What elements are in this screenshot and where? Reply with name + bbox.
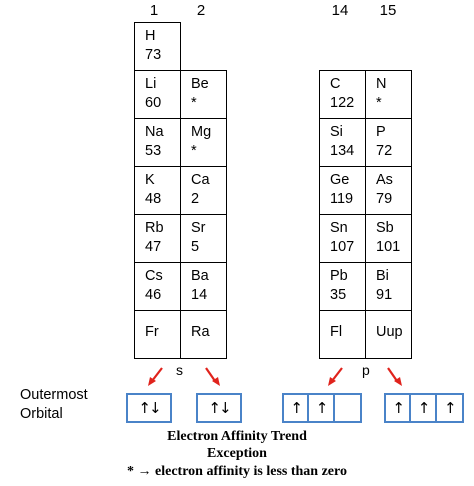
electron-affinity-value: *: [376, 95, 382, 111]
electron-affinity-value: 122: [330, 95, 355, 111]
arrow-icon: [326, 366, 346, 388]
element-cell-bi: [365, 262, 412, 311]
element-symbol: Si: [330, 124, 343, 140]
orbital-slot: ↑: [386, 395, 411, 421]
orbital-slot: ↑↓: [138, 399, 160, 417]
element-cell-sb: [365, 214, 412, 263]
element-symbol: K: [145, 172, 155, 188]
element-symbol: Ca: [191, 172, 210, 188]
group-1-header: 1: [149, 2, 159, 19]
arrow-icon: [202, 366, 222, 388]
element-cell-sn: [319, 214, 366, 263]
element-cell-na: [134, 118, 181, 167]
electron-affinity-value: 14: [191, 287, 208, 303]
orbital-label-line1: Outermost: [20, 387, 88, 403]
orbital-diagram-group-14: [282, 393, 362, 423]
element-symbol: Uup: [376, 324, 403, 340]
orbital-diagram-group-1: [126, 393, 172, 423]
electron-affinity-value: 72: [376, 143, 393, 159]
group-1-column: [134, 22, 181, 359]
element-cell-h: [134, 22, 181, 71]
caption-title-line2: Exception: [207, 446, 267, 461]
element-symbol: Ba: [191, 268, 209, 284]
electron-affinity-value: 46: [145, 287, 162, 303]
element-cell-mg: [180, 118, 227, 167]
electron-affinity-value: 60: [145, 95, 162, 111]
element-cell-ca: [180, 166, 227, 215]
element-symbol: Rb: [145, 220, 164, 236]
electron-affinity-value: 48: [145, 191, 162, 207]
element-cell-fl: [319, 310, 366, 359]
electron-affinity-value: 2: [191, 191, 200, 207]
element-symbol: C: [330, 76, 341, 92]
electron-affinity-value: 101: [376, 239, 401, 255]
group-2-header: 2: [196, 2, 206, 19]
orbital-label: [20, 386, 88, 424]
orbital-slot: ↑: [444, 399, 455, 417]
element-cell-sr: [180, 214, 227, 263]
element-cell-ra: [180, 310, 227, 359]
element-cell-rb: [134, 214, 181, 263]
element-symbol: Bi: [376, 268, 389, 284]
element-symbol: Ge: [330, 172, 350, 188]
caption-title-line1: Electron Affinity Trend: [167, 429, 307, 444]
orbital-slot: [335, 395, 360, 421]
element-cell-n: [365, 70, 412, 119]
element-cell-li: [134, 70, 181, 119]
electron-affinity-value: 107: [330, 239, 355, 255]
element-cell-cs: [134, 262, 181, 311]
element-cell-as: [365, 166, 412, 215]
element-symbol: Li: [145, 76, 157, 92]
element-symbol: Sr: [191, 220, 206, 236]
electron-affinity-value: 79: [376, 191, 393, 207]
electron-affinity-value: *: [191, 143, 197, 159]
orbital-diagram-group-2: [196, 393, 242, 423]
element-cell-p: [365, 118, 412, 167]
arrow-icon: [146, 366, 166, 388]
electron-affinity-value: 35: [330, 287, 347, 303]
group-14-header: 14: [331, 2, 349, 19]
element-symbol: Fl: [330, 324, 343, 340]
group-15-header: 15: [379, 2, 397, 19]
p-block-label: p: [362, 362, 370, 378]
element-cell-uup: [365, 310, 412, 359]
element-cell-be: [180, 70, 227, 119]
electron-affinity-value: 134: [330, 143, 355, 159]
element-symbol: Cs: [145, 268, 163, 284]
electron-affinity-value: 73: [145, 47, 162, 63]
element-cell-c: [319, 70, 366, 119]
arrow-icon: [384, 366, 404, 388]
electron-affinity-value: 47: [145, 239, 162, 255]
orbital-slot: ↑↓: [208, 399, 230, 417]
group-2-column: [180, 70, 227, 359]
group-14-column: [319, 70, 366, 359]
orbital-diagram-group-15: [384, 393, 464, 423]
electron-affinity-value: 5: [191, 239, 200, 255]
orbital-slot: ↑: [411, 395, 436, 421]
electron-affinity-value: 53: [145, 143, 162, 159]
electron-affinity-value: *: [191, 95, 197, 111]
element-cell-si: [319, 118, 366, 167]
caption-footnote: * → electron affinity is less than zero: [127, 464, 347, 479]
element-symbol: Na: [145, 124, 164, 140]
element-symbol: Mg: [191, 124, 212, 140]
element-cell-k: [134, 166, 181, 215]
element-symbol: P: [376, 124, 386, 140]
element-symbol: Sn: [330, 220, 348, 236]
element-symbol: Fr: [145, 324, 159, 340]
element-symbol: N: [376, 76, 387, 92]
orbital-slot: ↑: [309, 395, 334, 421]
orbital-label-line2: Orbital: [20, 406, 63, 422]
element-symbol: H: [145, 28, 156, 44]
element-cell-ba: [180, 262, 227, 311]
electron-affinity-value: 91: [376, 287, 393, 303]
electron-affinity-value: 119: [330, 191, 354, 207]
element-symbol: As: [376, 172, 393, 188]
element-symbol: Pb: [330, 268, 348, 284]
element-cell-fr: [134, 310, 181, 359]
element-symbol: Ra: [191, 324, 210, 340]
element-symbol: Sb: [376, 220, 394, 236]
orbital-slot: ↑: [284, 395, 309, 421]
element-symbol: Be: [191, 76, 209, 92]
element-cell-ge: [319, 166, 366, 215]
group-15-column: [365, 70, 412, 359]
element-cell-pb: [319, 262, 366, 311]
s-block-label: s: [176, 362, 183, 378]
